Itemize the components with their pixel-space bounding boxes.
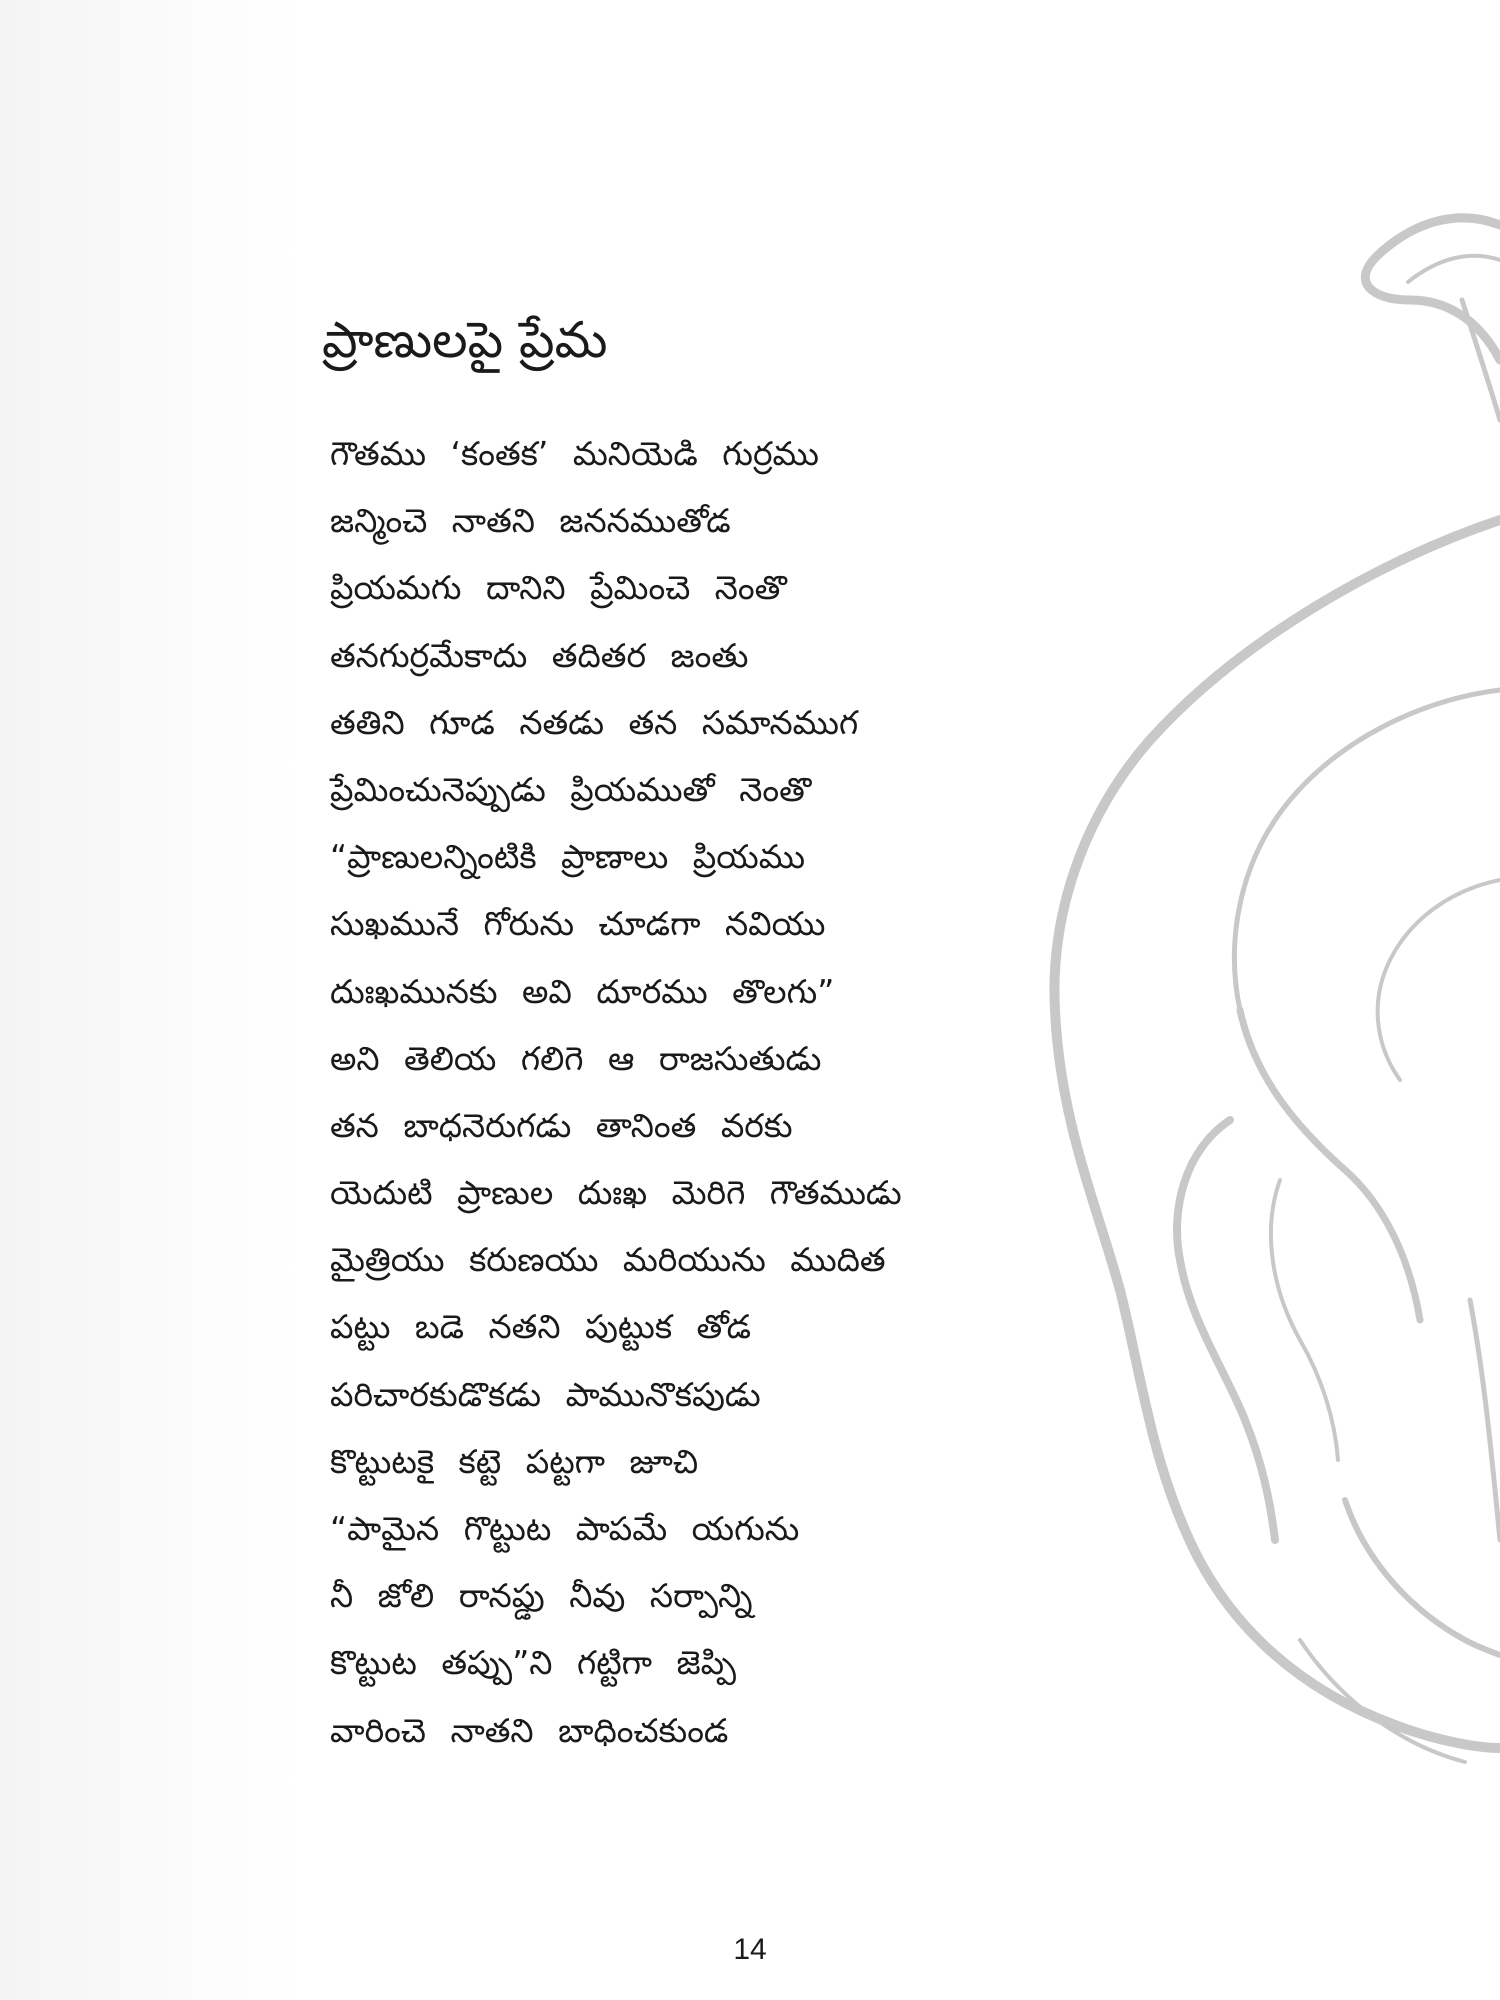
decor-stem-curl-inner (1408, 256, 1500, 282)
poem-line: సుఖమునే గోరును చూడగా నవియు (330, 904, 826, 944)
page-number: 14 (733, 1933, 767, 1966)
poem-line: నీ జోలి రానప్డు నీవు సర్పాన్ని (330, 1576, 753, 1616)
poem-line: దుఃఖమునకు అవి దూరము తొలగు” (330, 971, 835, 1011)
decor-droplet-inner (1271, 1180, 1338, 1460)
poem-line: గౌతము ‘కంతక’ మనియెడి గుర్రము (330, 434, 819, 473)
poem-line: ప్రియమగు దానిని ప్రేమించె నెంతొ (330, 568, 787, 608)
decor-lower-swoop-1 (1345, 1500, 1500, 1655)
poem-line: జన్మించె నాతని జననముతోడ (330, 501, 731, 541)
decor-leaf-inner-1 (1234, 690, 1500, 1010)
poem-line: మైత్రియు కరుణయు మరియును ముదిత (330, 1240, 886, 1280)
poem-line: కొట్టుటకై కట్టె పట్టగా జూచి (330, 1441, 699, 1481)
poem-line: వారించె నాతని బాధించకుండ (330, 1710, 729, 1750)
poem-line: అని తెలియ గలిగె ఆ రాజసుతుడు (330, 1038, 822, 1078)
poem-line: తన బాధనెరుగడు తానింత వరకు (330, 1105, 793, 1145)
poem-line: పరిచారకుడొకడు పామునొకపుడు (330, 1374, 761, 1414)
poem-line: యెదుటి ప్రాణుల దుఃఖ మెరిగె గౌతముడు (330, 1173, 902, 1213)
poem-line: “పామైన గొట్టుట పాపమే యగును (330, 1509, 800, 1548)
poem-line: పట్టు బడె నతని పుట్టుక తోడ (330, 1307, 752, 1347)
poem-line: తతిని గూడ నతడు తన సమానముగ (330, 702, 859, 742)
decor-droplet (1177, 1120, 1275, 1540)
decor-stem-curl-outer (1365, 218, 1500, 360)
poem-line: తనగుర్రమేకాదు తదితర జంతు (330, 635, 749, 675)
decor-leaf-inner-3 (1378, 880, 1500, 1080)
poem-line: కొట్టుట తప్పు”ని గట్టిగా జెప్పి (330, 1643, 737, 1683)
page-title: ప్రాణులపై ప్రేమ (322, 311, 608, 369)
decor-stem-right (1462, 300, 1500, 420)
poem (330, 420, 902, 1764)
poem-line: “ప్రాణులన్నింటికి ప్రాణాలు ప్రియము (330, 837, 806, 877)
poem-line: ప్రేమించునెప్పుడు ప్రియముతో నెంతొ (330, 769, 812, 809)
decor-leaf-inner-2 (1240, 1010, 1420, 1320)
decor-lower-swoop-2 (1470, 1300, 1500, 1540)
